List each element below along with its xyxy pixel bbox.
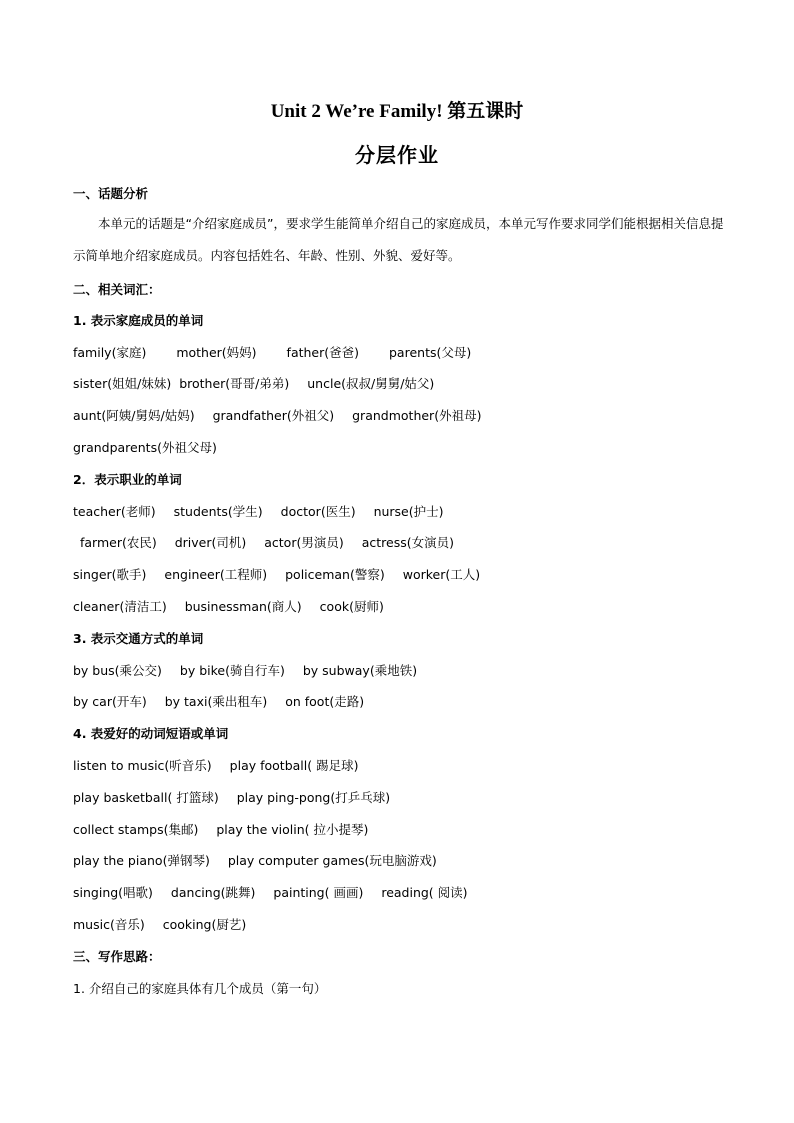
vocab-group-heading: 1. 表示家庭成员的单词 <box>73 313 204 328</box>
vocab-item: nurse(护士) <box>373 504 444 519</box>
vocab-item: play computer games(玩电脑游戏) <box>227 853 437 868</box>
page-title: Unit 2 We’re Family! 第五课时 <box>270 101 524 122</box>
vocab-item: mother(妈妈) <box>176 345 257 360</box>
vocab-row <box>73 504 458 520</box>
vocab-row <box>73 408 495 424</box>
vocab-item: play the violin( 拉小提琴) <box>216 822 369 837</box>
vocab-item: policeman(警察) <box>285 567 385 582</box>
vocab-item: grandmother(外祖母) <box>352 408 482 423</box>
vocab-row <box>73 599 398 615</box>
vocab-group-heading: 3. 表示交通方式的单词 <box>73 631 204 646</box>
vocab-item: play ping-pong(打乒乓球) <box>236 790 391 805</box>
vocab-item: play basketball( 打篮球) <box>73 790 219 805</box>
vocab-item: by bus(乘公交) <box>73 663 162 678</box>
vocab-row <box>73 567 494 583</box>
vocab-item: cook(厨师) <box>319 599 384 614</box>
vocab-item: cooking(厨艺) <box>162 917 247 932</box>
section-heading-vocab: 二、相关词汇： <box>73 282 161 297</box>
vocab-item: doctor(医生) <box>280 504 356 519</box>
vocab-item: family(家庭) <box>73 345 147 360</box>
vocab-row <box>73 790 404 806</box>
vocab-group-heading: 2．表示职业的单词 <box>73 472 182 487</box>
vocab-item: cleaner(清洁工) <box>73 599 167 614</box>
section-heading-writing: 三、写作思路： <box>73 949 161 964</box>
vocab-row <box>73 885 482 901</box>
vocab-item: reading( 阅读) <box>381 885 468 900</box>
vocab-item: dancing(跳舞) <box>170 885 256 900</box>
vocab-row <box>73 917 260 933</box>
vocab-item: collect stamps(集邮) <box>73 822 199 837</box>
vocab-item: by taxi(乘出租车) <box>164 694 268 709</box>
vocab-item: parents(父母) <box>389 345 472 360</box>
vocab-item: grandparents(外祖父母) <box>73 440 217 455</box>
vocab-item: brother(哥哥/弟弟) <box>179 376 290 391</box>
vocab-row <box>80 535 468 551</box>
vocab-item: play the piano(弹钢琴) <box>73 853 210 868</box>
vocab-item: by bike(骑自行车) <box>179 663 285 678</box>
vocab-item: by subway(乘地铁) <box>302 663 418 678</box>
vocab-row <box>73 694 378 710</box>
vocab-item: father(爸爸) <box>286 345 360 360</box>
vocab-item: driver(司机) <box>174 535 247 550</box>
vocab-item: students(学生) <box>173 504 263 519</box>
vocab-row <box>73 440 231 456</box>
vocab-item: by car(开车) <box>73 694 147 709</box>
vocab-item: farmer(农民) <box>80 535 157 550</box>
vocab-item: singer(歌手) <box>73 567 147 582</box>
vocab-item: actress(女演员) <box>361 535 454 550</box>
vocab-item: sister(姐姐/妹妹) <box>73 376 172 391</box>
vocab-row <box>73 758 372 774</box>
page-subtitle: 分层作业 <box>355 143 439 167</box>
vocab-item: on foot(走路) <box>285 694 365 709</box>
vocab-item: engineer(工程师) <box>164 567 268 582</box>
vocab-item: businessman(商人) <box>184 599 302 614</box>
vocab-row <box>73 663 431 679</box>
vocab-item: singing(唱歌) <box>73 885 153 900</box>
vocab-item: painting( 画画) <box>273 885 364 900</box>
vocab-row <box>73 822 382 838</box>
vocab-item: aunt(阿姨/舅妈/姑妈) <box>73 408 195 423</box>
vocab-item: actor(男演员) <box>264 535 344 550</box>
vocab-item: grandfather(外祖父) <box>212 408 335 423</box>
vocab-item: worker(工人) <box>402 567 481 582</box>
vocab-group-heading: 4. 表爱好的动词短语或单词 <box>73 726 229 741</box>
vocab-row <box>73 376 448 392</box>
vocab-item: play football( 踢足球) <box>229 758 359 773</box>
vocab-item: listen to music(听音乐) <box>73 758 212 773</box>
section-heading-topic: 一、话题分析 <box>73 186 149 201</box>
vocab-item: uncle(叔叔/舅舅/姑父) <box>307 376 435 391</box>
vocab-item: teacher(老师) <box>73 504 156 519</box>
vocab-row <box>73 853 451 869</box>
topic-paragraph: 本单元的话题是“介绍家庭成员”，要求学生能简单介绍自己的家庭成员，本单元写作要求同学们能根据相关信息提示简单地介绍家庭成员。内容包括姓名、年龄、性别、外貌、爱好等。 <box>73 216 724 263</box>
writing-step: 1. 介绍自己的家庭具体有几个成员（第一句） <box>73 981 327 996</box>
vocab-row <box>73 345 485 361</box>
vocab-item: music(音乐) <box>73 917 145 932</box>
